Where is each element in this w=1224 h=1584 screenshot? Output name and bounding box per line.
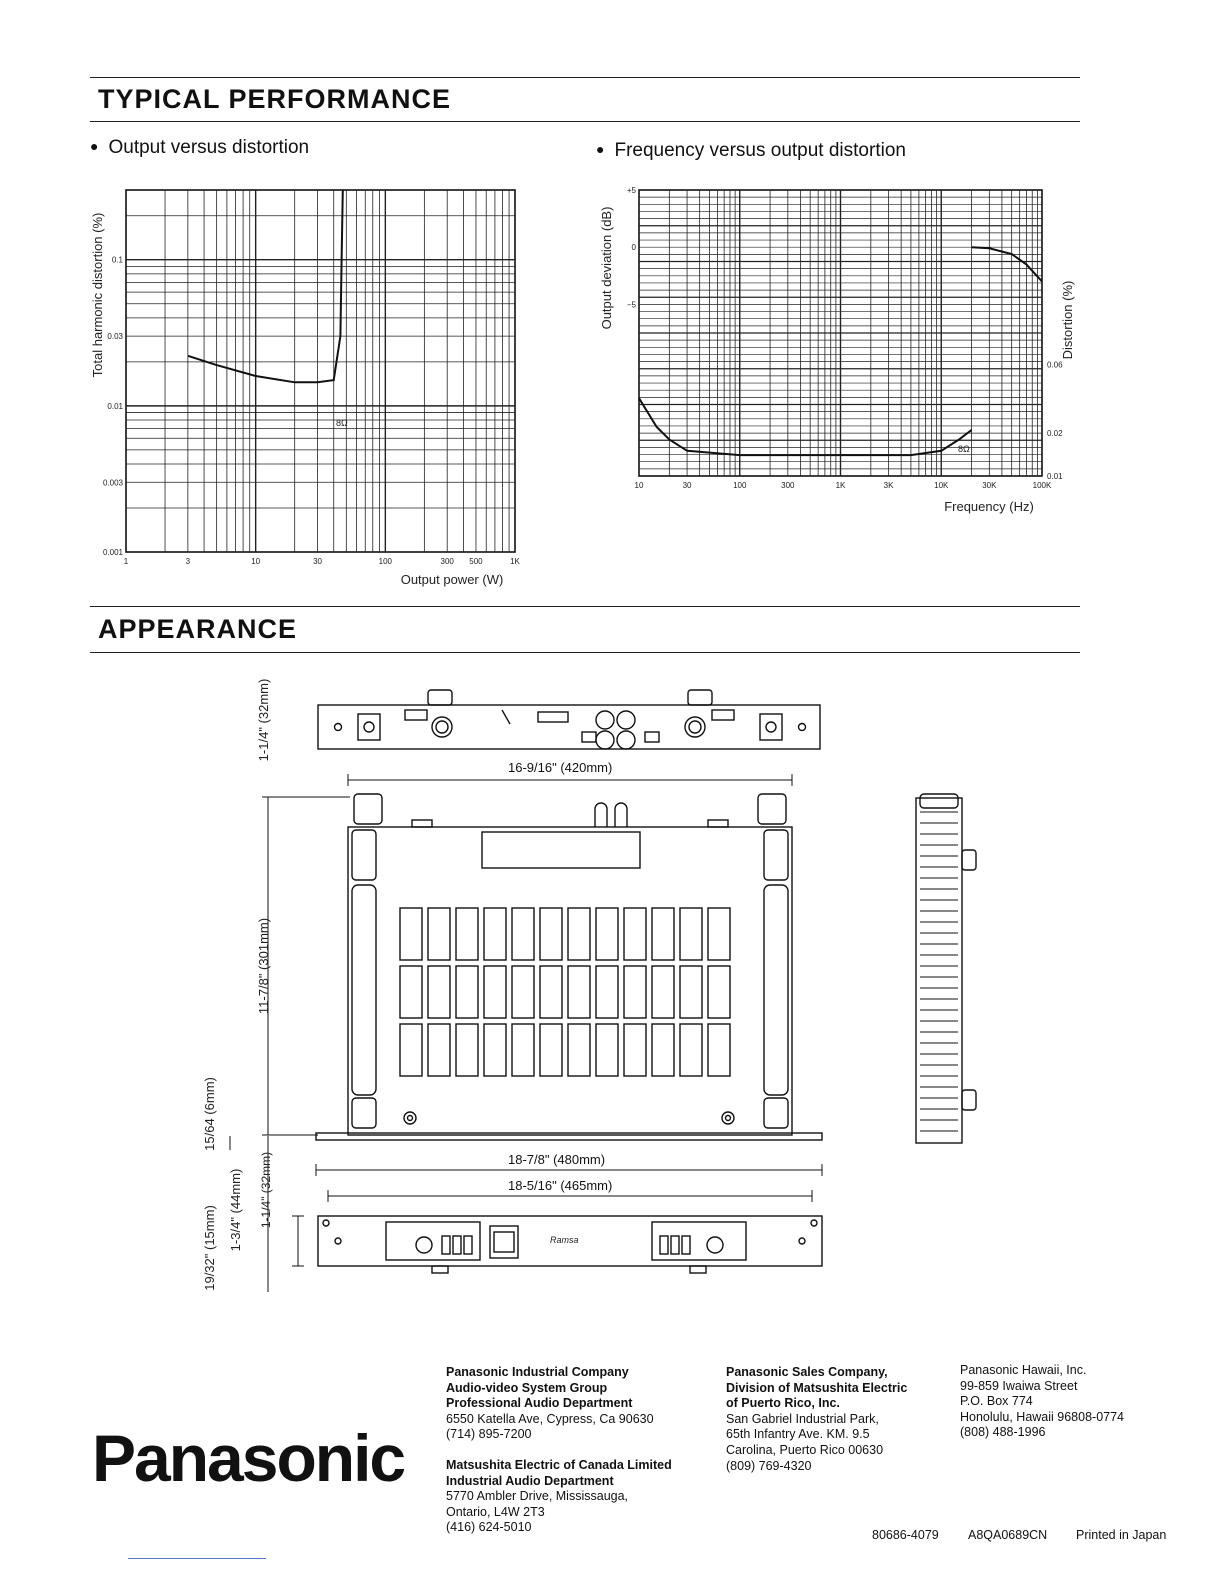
vent-slot bbox=[596, 966, 618, 1018]
vent-slot bbox=[708, 966, 730, 1018]
vent-slot bbox=[652, 908, 674, 960]
footer-code-1: 80686-4079 bbox=[872, 1528, 939, 1542]
vent-slot bbox=[540, 908, 562, 960]
chart-right-xtick: 3K bbox=[883, 481, 894, 490]
chart-left-xtick: 3 bbox=[185, 557, 191, 566]
vent-slot bbox=[596, 1024, 618, 1076]
vent-slot bbox=[568, 966, 590, 1018]
vent-slot bbox=[708, 1024, 730, 1076]
chart-left-ytick: 0.03 bbox=[107, 332, 123, 342]
chart-left-xtick: 10 bbox=[251, 557, 261, 566]
dim-width-outer: 18-7/8" (480mm) bbox=[508, 1152, 606, 1167]
dim-front-height-44: 1-3/4" (44mm) bbox=[228, 1168, 243, 1252]
chart-left-yticks bbox=[103, 256, 124, 557]
chart-right-title-text: Frequency versus output distortion bbox=[614, 140, 906, 161]
chart-right-curve-label: 8Ω bbox=[958, 444, 970, 454]
vertical-dim-labels bbox=[190, 670, 310, 1310]
chart-right-grid bbox=[639, 190, 1042, 476]
chart-left-title-text: Output versus distortion bbox=[108, 137, 310, 158]
vent-slot bbox=[624, 908, 646, 960]
chart-right-ytick-right: 0.02 bbox=[1047, 428, 1063, 438]
chart-right-xtick: 10K bbox=[934, 481, 949, 490]
vent-slot bbox=[680, 966, 702, 1018]
vent-slot bbox=[400, 908, 422, 960]
appearance-rule-bottom bbox=[90, 652, 1080, 653]
chart-left-xtick: 300 bbox=[440, 557, 454, 566]
vent-slot bbox=[680, 1024, 702, 1076]
top-view-vents bbox=[400, 908, 730, 1076]
chart-left-xtick: 30 bbox=[313, 557, 322, 566]
vent-slot bbox=[512, 966, 534, 1018]
chart-right-xtick: 10 bbox=[634, 481, 644, 490]
chart-right-ytick-right: 0.01 bbox=[1047, 472, 1063, 481]
top-rule bbox=[90, 77, 1080, 78]
vent-slot bbox=[428, 908, 450, 960]
chart-left-ytick: 0.1 bbox=[111, 255, 123, 265]
chart-right-xtick: 100K bbox=[1032, 481, 1052, 490]
vent-slot bbox=[568, 1024, 590, 1076]
chart-right-yticks-right bbox=[1047, 361, 1063, 481]
vent-slot bbox=[456, 1024, 478, 1076]
footer-code-2: A8QA0689CN bbox=[968, 1528, 1048, 1542]
chart-right-ylabel-right: Distortion (%) bbox=[1060, 280, 1075, 360]
chart-left-xtick: 500 bbox=[469, 557, 483, 566]
chart-left-ytick: 0.01 bbox=[107, 401, 123, 411]
chart-right-xtick: 30 bbox=[682, 481, 692, 490]
vent-slot bbox=[428, 966, 450, 1018]
dim-rear-height: 1-1/4" (32mm) bbox=[256, 678, 271, 762]
section-title-appearance: APPEARANCE bbox=[98, 614, 298, 644]
vent-slot bbox=[652, 966, 674, 1018]
rear-view bbox=[318, 690, 820, 749]
chart-right-ytick-right: 0.06 bbox=[1047, 360, 1063, 370]
chart-left-curve-label: 8Ω bbox=[336, 418, 348, 428]
footer-printed: Printed in Japan bbox=[1076, 1528, 1167, 1542]
performance-rule bbox=[90, 121, 1080, 122]
side-view-fins bbox=[920, 812, 958, 1131]
vent-slot bbox=[708, 908, 730, 960]
chart-right-xtick: 100 bbox=[733, 481, 747, 490]
vent-slot bbox=[484, 966, 506, 1018]
chart-right-xtick: 1K bbox=[835, 481, 846, 490]
vent-slot bbox=[680, 908, 702, 960]
chart-left-frame bbox=[126, 190, 515, 552]
vent-slot bbox=[428, 1024, 450, 1076]
dim-depth: 11-7/8" (301mm) bbox=[256, 917, 271, 1015]
chart-left-xtick: 1 bbox=[123, 557, 129, 566]
vent-slot bbox=[624, 966, 646, 1018]
side-view bbox=[916, 794, 976, 1143]
chart-left-xticks bbox=[124, 557, 521, 566]
chart-right-yticks bbox=[627, 186, 637, 309]
dimension-lines bbox=[230, 774, 822, 1292]
section-title-performance: TYPICAL PERFORMANCE bbox=[98, 84, 452, 114]
appearance-rule-top bbox=[90, 606, 1080, 607]
bullet-icon: ● bbox=[596, 141, 605, 157]
chart-left-xtick: 100 bbox=[378, 557, 393, 566]
chart-right-ytick: −5 bbox=[626, 300, 636, 310]
chart-left-ylabel: Total harmonic distortion (%) bbox=[90, 212, 105, 378]
vent-slot bbox=[512, 908, 534, 960]
vent-slot bbox=[540, 966, 562, 1018]
bottom-link-line bbox=[128, 1558, 266, 1559]
chart-left-title bbox=[90, 137, 309, 159]
vent-slot bbox=[568, 908, 590, 960]
dim-width-holes: 18-5/16" (465mm) bbox=[508, 1178, 613, 1193]
chart-right-title bbox=[596, 140, 906, 162]
chart-right-xlabel: Frequency (Hz) bbox=[944, 499, 1034, 514]
chart-right-curve-8ohm bbox=[639, 398, 972, 455]
address-block-2: Matsushita Electric of Canada Limited Industrial Audio Department 5770 Ambler Drive, Mississauga, Ontario, L4W 2T3 (416) 624-5010 bbox=[446, 1458, 672, 1535]
top-view bbox=[316, 794, 822, 1140]
vent-slot bbox=[512, 1024, 534, 1076]
front-panel-brand: Ramsa bbox=[550, 1235, 579, 1245]
dim-top-width: 16-9/16" (420mm) bbox=[508, 760, 613, 775]
vent-slot bbox=[484, 908, 506, 960]
vent-slot bbox=[400, 966, 422, 1018]
panasonic-logo: Panasonic bbox=[92, 1421, 405, 1495]
address-block-4: Panasonic Hawaii, Inc. 99-859 Iwaiwa Street P.O. Box 774 Honolulu, Hawaii 96808-0774 (808) 488-1996 bbox=[960, 1363, 1125, 1440]
vent-slot bbox=[456, 908, 478, 960]
chart-left-xtick: 1K bbox=[510, 557, 520, 566]
vent-slot bbox=[624, 1024, 646, 1076]
chart-left-ytick: 0.003 bbox=[102, 478, 123, 488]
address-block-1: Panasonic Industrial Company Audio-video System Group Professional Audio Department 6550 Katella Ave, Cypress, Ca 90630 (714) 895-7200 bbox=[446, 1365, 654, 1442]
chart-right-xtick: 30K bbox=[982, 481, 997, 490]
chart-right-xtick: 300 bbox=[781, 481, 795, 490]
bullet-icon: ● bbox=[90, 138, 99, 154]
chart-left-xlabel: Output power (W) bbox=[400, 572, 504, 587]
chart-output-vs-distortion bbox=[85, 180, 525, 590]
chart-right-ytick: +5 bbox=[626, 186, 636, 195]
address-block-3: Panasonic Sales Company, Division of Matsushita Electric of Puerto Rico, Inc. San Gabriel Industrial Park, 65th Infantry Ave. KM. 9.5 Carolina, Puerto Rico 00630 (809) 769-4320 bbox=[726, 1365, 908, 1473]
vent-slot bbox=[484, 1024, 506, 1076]
chart-left-ytick: 0.001 bbox=[102, 548, 123, 557]
dim-panel-thickness: 15/64 (6mm) bbox=[202, 1077, 217, 1151]
vent-slot bbox=[540, 1024, 562, 1076]
chart-right-curve-deviation bbox=[972, 247, 1042, 281]
vent-slot bbox=[400, 1024, 422, 1076]
chart-left-grid bbox=[126, 190, 515, 552]
dim-front-height-32: 1-1/4" (32mm) bbox=[259, 1151, 273, 1229]
chart-right-xticks bbox=[635, 481, 1052, 490]
chart-left-curve-8ohm bbox=[188, 190, 343, 382]
chart-right-ylabel-left: Output deviation (dB) bbox=[599, 206, 614, 330]
dim-front-height-15: 19/32" (15mm) bbox=[202, 1205, 217, 1291]
vent-slot bbox=[652, 1024, 674, 1076]
chart-frequency-vs-distortion bbox=[594, 180, 1084, 520]
vent-slot bbox=[596, 908, 618, 960]
vent-slot bbox=[456, 966, 478, 1018]
chart-right-ytick: 0 bbox=[631, 243, 636, 253]
